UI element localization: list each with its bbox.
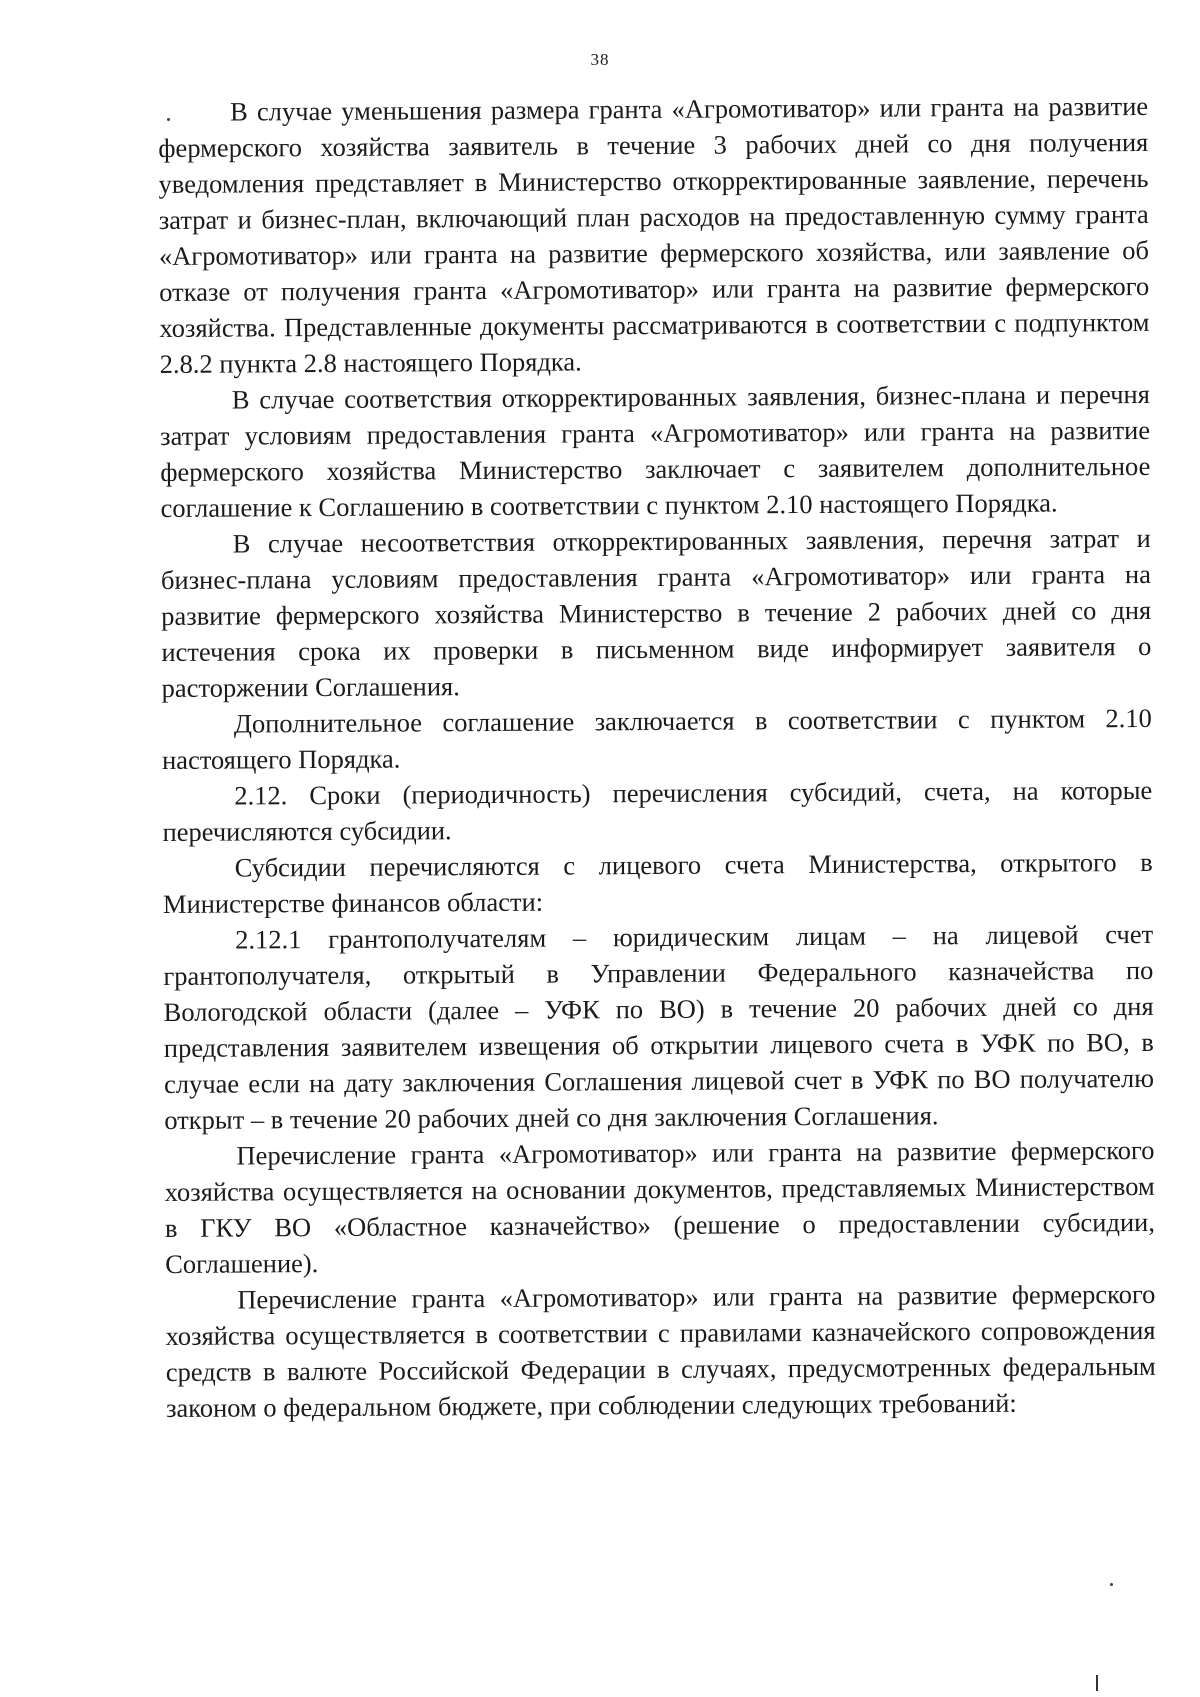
scan-speck	[1110, 1583, 1113, 1586]
paragraph: В случае соответствия откорректированных заявления, бизнес-плана и перечня затрат условиям предоставления гранта «Агромотиватор» или гранта на развитие фермерского хозяйства Министерство заключает с заявителем дополнительное соглашение к Соглашению в соответствии с пунктом 2.10 настоящего Порядка.	[159, 378, 1151, 523]
paragraph: Перечисление гранта «Агромотиватор» или гранта на развитие фермерского хозяйства осуществляется в соответствии с правилами казначейского сопровождения средств в валюте Российской Федерации в случаях, предусмотренных федеральным законом о федеральном бюджете, при соблюдении следующих требований:	[165, 1278, 1156, 1423]
scan-speck	[167, 118, 170, 121]
paragraph: 2.12.1 грантополучателям – юридическим лицам – на лицевой счет грантополучателя, открытый в Управлении Федерального казначейства по Вологодской области (далее – УФК по ВО) в течение 20 рабочих дней со дня представления заявителем извещения об открытии лицевого счета в УФК по ВО, в случае если на дату заключения Соглашения лицевой счет в УФК по ВО получателю открыт – в течение 20 рабочих дней со дня заключения Соглашения.	[163, 918, 1155, 1135]
paragraph: В случае несоответствия откорректированных заявления, перечня затрат и бизнес-плана условиям предоставления гранта «Агромотиватор» или гранта на развитие фермерского хозяйства Министерство в течение 2 рабочих дней со дня истечения срока их проверки в письменном виде информирует заявителя о расторжении Соглашения.	[160, 522, 1152, 703]
document-body	[158, 88, 1156, 1426]
scan-mark	[1096, 1675, 1098, 1691]
paragraph: Субсидии перечисляются с лицевого счета Министерства, открытого в Министерстве финансов области:	[162, 846, 1153, 919]
paragraph: В случае уменьшения размера гранта «Агромотиватор» или гранта на развитие фермерского хозяйства заявитель в течение 3 рабочих дней со дня получения уведомления представляет в Министерство откорректированные заявление, перечень затрат и бизнес-план, включающий план расходов на предоставленную сумму гранта «Агромотиватор» или гранта на развитие фермерского хозяйства, или заявление об отказе от получения гранта «Агромотиватор» или гранта на развитие фермерского хозяйства. Представленные документы рассматриваются в соответствии с подпунктом 2.8.2 пункта 2.8 настоящего Порядка.	[158, 90, 1150, 379]
paragraph: 2.12. Сроки (периодичность) перечисления субсидий, счета, на которые перечисляются субсидии.	[162, 774, 1153, 847]
page-number: 38	[590, 50, 610, 69]
paragraph: Дополнительное соглашение заключается в соответствии с пунктом 2.10 настоящего Порядка.	[161, 702, 1152, 775]
paragraph: Перечисление гранта «Агромотиватор» или гранта на развитие фермерского хозяйства осуществляется на основании документов, представляемых Министерством в ГКУ ВО «Областное казначейство» (решение о предоставлении субсидии, Соглашение).	[164, 1134, 1156, 1279]
